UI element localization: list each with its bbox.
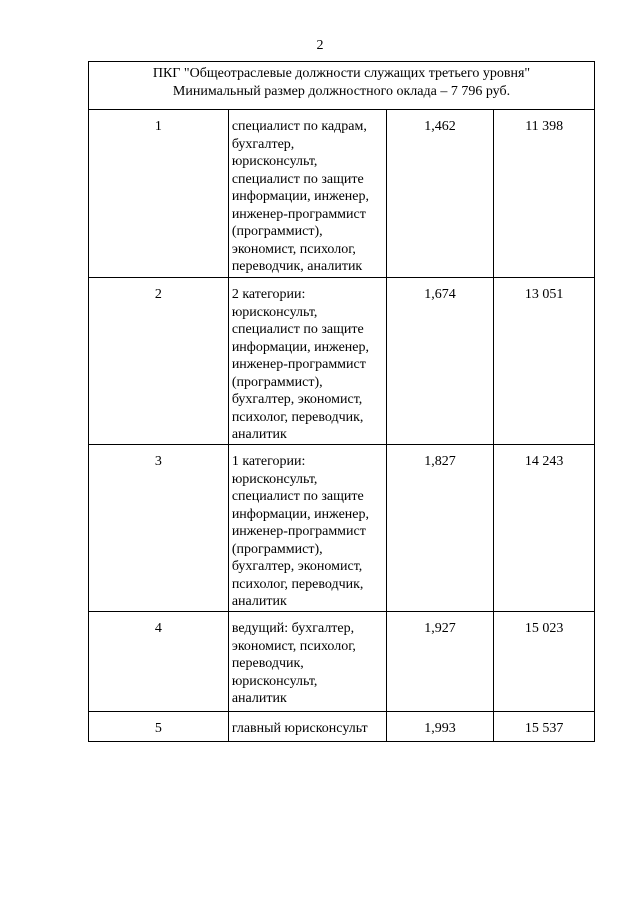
positions-cell xyxy=(228,712,386,742)
position-line: аналитик xyxy=(231,691,287,706)
position-line: аналитик xyxy=(231,427,287,442)
position-line: юрисконсульт, xyxy=(231,154,318,169)
position-line: информации, инженер, xyxy=(231,339,370,355)
salary-cell: 15 537 xyxy=(494,712,595,742)
table-row xyxy=(89,278,595,445)
position-line: информации, инженер, xyxy=(231,189,370,204)
level-cell: 2 xyxy=(89,278,229,445)
level-cell: 1 xyxy=(89,110,229,278)
position-line: юрисконсульт, xyxy=(231,304,318,320)
positions-cell xyxy=(228,612,386,712)
position-line: переводчик, аналитик xyxy=(231,259,363,274)
positions-cell xyxy=(228,445,386,612)
position-line: инженер-программист xyxy=(231,206,366,222)
position-line: юрисконсульт, xyxy=(231,471,318,487)
position-line: аналитик xyxy=(231,594,287,609)
position-line: переводчик, xyxy=(231,656,304,671)
minimum-salary-note: Минимальный размер должностного оклада – 7 796 руб. xyxy=(172,83,511,99)
position-line: (программист), xyxy=(231,374,323,390)
position-line: психолог, переводчик, xyxy=(231,576,364,592)
level-cell: 4 xyxy=(89,612,229,712)
table-header-row xyxy=(89,62,595,110)
table-row xyxy=(89,612,595,712)
salary-cell: 15 023 xyxy=(494,612,595,712)
table-row xyxy=(89,712,595,742)
position-line: специалист по кадрам, xyxy=(231,119,367,134)
position-line: ведущий: бухгалтер, xyxy=(231,621,355,636)
position-line: бухгалтер, экономист, xyxy=(231,392,363,407)
positions-cell xyxy=(228,110,386,278)
page-number: 2 xyxy=(316,38,324,53)
salary-cell: 11 398 xyxy=(494,110,595,278)
position-line: специалист по защите xyxy=(231,322,364,337)
group-title: ПКГ "Общеотраслевые должности служащих третьего уровня" xyxy=(152,66,531,81)
position-line: главный юрисконсульт xyxy=(231,721,368,736)
coefficient-cell: 1,993 xyxy=(386,712,494,742)
position-line: экономист, психолог, xyxy=(231,638,356,654)
position-line: (программист), xyxy=(231,224,323,239)
position-line: психолог, переводчик, xyxy=(231,409,364,425)
position-line: 2 категории: xyxy=(231,287,306,302)
position-line: бухгалтер, xyxy=(231,136,295,152)
table-row xyxy=(89,110,595,278)
table-row xyxy=(89,445,595,612)
coefficient-cell: 1,462 xyxy=(386,110,494,278)
position-line: юрисконсульт, xyxy=(231,673,318,689)
position-line: экономист, психолог, xyxy=(231,241,356,257)
position-line: бухгалтер, экономист, xyxy=(231,559,363,574)
level-cell: 3 xyxy=(89,445,229,612)
salary-cell: 14 243 xyxy=(494,445,595,612)
position-line: специалист по защите xyxy=(231,489,364,504)
salary-table xyxy=(88,61,595,742)
table-header-cell xyxy=(89,62,595,110)
position-line: (программист), xyxy=(231,541,323,557)
table-body xyxy=(89,110,595,742)
salary-cell: 13 051 xyxy=(494,278,595,445)
coefficient-cell: 1,827 xyxy=(386,445,494,612)
positions-cell xyxy=(228,278,386,445)
coefficient-cell: 1,674 xyxy=(386,278,494,445)
position-line: инженер-программист xyxy=(231,524,366,539)
position-line: специалист по защите xyxy=(231,171,364,187)
coefficient-cell: 1,927 xyxy=(386,612,494,712)
position-line: инженер-программист xyxy=(231,357,366,372)
level-cell: 5 xyxy=(89,712,229,742)
position-line: информации, инженер, xyxy=(231,506,370,522)
position-line: 1 категории: xyxy=(231,454,306,469)
